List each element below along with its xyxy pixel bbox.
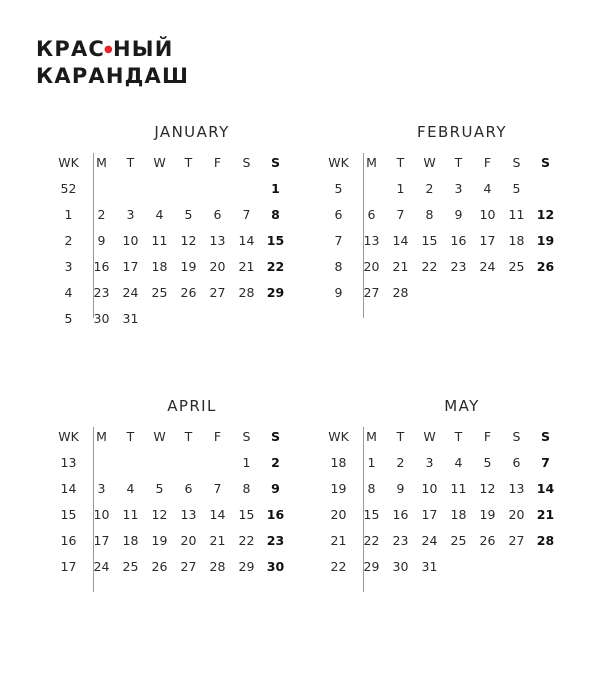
weekday-header: M (96, 429, 107, 444)
day-cell: 27 (180, 559, 197, 574)
day-cell: 16 (93, 259, 110, 274)
day-cell: 13 (209, 233, 226, 248)
weekday-header: S (242, 155, 251, 170)
brand-accent-dot-icon: ● (104, 44, 114, 55)
week-number: 8 (334, 259, 343, 274)
weekday-header: F (213, 429, 222, 444)
day-cell: 24 (93, 559, 110, 574)
day-cell: 18 (151, 259, 168, 274)
day-cell: 30 (266, 559, 285, 574)
month-title: FEBRUARY (417, 123, 507, 141)
day-cell: 19 (479, 507, 496, 522)
day-cell: 8 (242, 481, 251, 496)
day-cell: 10 (479, 207, 496, 222)
day-cell: 5 (184, 207, 193, 222)
day-cell: 8 (425, 207, 434, 222)
day-cell: 26 (180, 285, 197, 300)
day-cell: 2 (396, 455, 405, 470)
day-cell: 25 (122, 559, 139, 574)
day-cell: 25 (151, 285, 168, 300)
day-cell: 2 (97, 207, 106, 222)
week-number: 16 (60, 533, 77, 548)
weekday-header: F (483, 429, 492, 444)
day-cell: 27 (363, 285, 380, 300)
day-cell: 20 (508, 507, 525, 522)
day-cell: 29 (363, 559, 380, 574)
day-cell: 28 (536, 533, 555, 548)
day-cell: 18 (122, 533, 139, 548)
week-number: 15 (60, 507, 77, 522)
day-cell: 26 (536, 259, 555, 274)
day-cell: 6 (367, 207, 376, 222)
day-cell: 22 (238, 533, 255, 548)
day-cell: 16 (266, 507, 285, 522)
day-cell: 14 (392, 233, 409, 248)
day-cell: 21 (392, 259, 409, 274)
day-cell: 1 (396, 181, 405, 196)
day-cell: 9 (271, 481, 280, 496)
day-cell: 17 (122, 259, 139, 274)
week-number: 18 (330, 455, 347, 470)
day-cell: 13 (180, 507, 197, 522)
day-cell: 6 (512, 455, 521, 470)
week-number: 17 (60, 559, 77, 574)
day-cell: 9 (454, 207, 463, 222)
month-title: APRIL (167, 397, 217, 415)
day-cell: 21 (536, 507, 555, 522)
day-cell: 24 (479, 259, 496, 274)
day-cell: 15 (238, 507, 255, 522)
day-cell: 28 (392, 285, 409, 300)
day-cell: 22 (421, 259, 438, 274)
week-number: 9 (334, 285, 343, 300)
day-cell: 19 (536, 233, 555, 248)
day-cell: 18 (508, 233, 525, 248)
day-cell: 6 (213, 207, 222, 222)
day-cell: 18 (450, 507, 467, 522)
day-cell: 20 (209, 259, 226, 274)
day-cell: 5 (483, 455, 492, 470)
weekday-header: F (483, 155, 492, 170)
day-cell: 23 (392, 533, 409, 548)
day-cell: 31 (122, 311, 139, 326)
day-cell: 25 (450, 533, 467, 548)
week-header: WK (328, 429, 349, 444)
brand-line-1 (36, 36, 189, 63)
weekday-header: T (126, 429, 135, 444)
day-cell: 4 (155, 207, 164, 222)
day-cell: 30 (392, 559, 409, 574)
week-number: 20 (330, 507, 347, 522)
day-cell: 24 (122, 285, 139, 300)
day-cell: 2 (271, 455, 280, 470)
day-cell: 17 (479, 233, 496, 248)
weekday-header: T (454, 155, 463, 170)
weekday-header: W (153, 429, 166, 444)
day-cell: 11 (122, 507, 139, 522)
day-cell: 11 (450, 481, 467, 496)
week-number: 6 (334, 207, 343, 222)
weekday-header: M (366, 429, 377, 444)
day-cell: 25 (508, 259, 525, 274)
month-february (328, 123, 568, 343)
weekday-header: M (366, 155, 377, 170)
week-number: 52 (60, 181, 77, 196)
week-number: 3 (64, 259, 73, 274)
day-cell: 8 (271, 207, 280, 222)
month-title: JANUARY (154, 123, 230, 141)
weekday-header: T (454, 429, 463, 444)
day-cell: 12 (479, 481, 496, 496)
day-cell: 13 (363, 233, 380, 248)
month-april (58, 397, 298, 617)
week-header: WK (328, 155, 349, 170)
day-cell: 14 (536, 481, 555, 496)
week-number: 1 (64, 207, 73, 222)
day-cell: 31 (421, 559, 438, 574)
day-cell: 15 (363, 507, 380, 522)
day-cell: 2 (425, 181, 434, 196)
week-number: 22 (330, 559, 347, 574)
day-cell: 12 (180, 233, 197, 248)
day-cell: 27 (209, 285, 226, 300)
month-title: MAY (444, 397, 480, 415)
day-cell: 9 (396, 481, 405, 496)
day-cell: 29 (238, 559, 255, 574)
brand-line-2: КАРАНДАШ (36, 64, 190, 88)
week-number: 19 (330, 481, 347, 496)
weekday-header: T (396, 429, 405, 444)
day-cell: 4 (483, 181, 492, 196)
day-cell: 12 (536, 207, 555, 222)
day-cell: 15 (421, 233, 438, 248)
day-cell: 15 (266, 233, 285, 248)
week-number: 4 (64, 285, 73, 300)
month-january (58, 123, 298, 343)
day-cell: 11 (508, 207, 525, 222)
day-cell: 23 (266, 533, 285, 548)
weekday-header: T (126, 155, 135, 170)
weekday-header: F (213, 155, 222, 170)
weekday-header: S (512, 429, 521, 444)
weekday-header: T (184, 429, 193, 444)
day-cell: 7 (242, 207, 251, 222)
month-may (328, 397, 568, 617)
weekday-header: T (396, 155, 405, 170)
day-cell: 30 (93, 311, 110, 326)
weekday-header: T (184, 155, 193, 170)
day-cell: 16 (392, 507, 409, 522)
brand-line-1-start: КРАС (36, 37, 106, 61)
day-cell: 29 (266, 285, 285, 300)
day-cell: 3 (425, 455, 434, 470)
day-cell: 20 (363, 259, 380, 274)
day-cell: 10 (421, 481, 438, 496)
day-cell: 13 (508, 481, 525, 496)
weekday-header: S (270, 429, 280, 444)
day-cell: 10 (122, 233, 139, 248)
brand-logo (36, 36, 189, 89)
day-cell: 4 (126, 481, 135, 496)
day-cell: 11 (151, 233, 168, 248)
day-cell: 1 (242, 455, 251, 470)
week-number: 13 (60, 455, 77, 470)
day-cell: 24 (421, 533, 438, 548)
day-cell: 8 (367, 481, 376, 496)
day-cell: 26 (151, 559, 168, 574)
day-cell: 19 (180, 259, 197, 274)
weekday-header: S (512, 155, 521, 170)
day-cell: 7 (541, 455, 550, 470)
day-cell: 12 (151, 507, 168, 522)
week-number: 5 (334, 181, 343, 196)
day-cell: 14 (209, 507, 226, 522)
day-cell: 22 (266, 259, 285, 274)
week-number: 2 (64, 233, 73, 248)
day-cell: 17 (421, 507, 438, 522)
day-cell: 3 (454, 181, 463, 196)
weekday-header: W (423, 155, 436, 170)
day-cell: 20 (180, 533, 197, 548)
week-number: 14 (60, 481, 77, 496)
day-cell: 14 (238, 233, 255, 248)
day-cell: 23 (450, 259, 467, 274)
week-number: 21 (330, 533, 347, 548)
day-cell: 5 (512, 181, 521, 196)
weekday-header: S (540, 155, 550, 170)
week-header: WK (58, 155, 79, 170)
day-cell: 3 (126, 207, 135, 222)
brand-line-1-end: НЫЙ (112, 37, 174, 61)
day-cell: 28 (238, 285, 255, 300)
day-cell: 28 (209, 559, 226, 574)
day-cell: 6 (184, 481, 193, 496)
day-cell: 1 (271, 181, 280, 196)
weekday-header: W (153, 155, 166, 170)
day-cell: 22 (363, 533, 380, 548)
week-number: 7 (334, 233, 343, 248)
day-cell: 16 (450, 233, 467, 248)
weekday-header: S (540, 429, 550, 444)
day-cell: 26 (479, 533, 496, 548)
day-cell: 4 (454, 455, 463, 470)
week-header: WK (58, 429, 79, 444)
day-cell: 23 (93, 285, 110, 300)
day-cell: 21 (238, 259, 255, 274)
day-cell: 10 (93, 507, 110, 522)
day-cell: 7 (396, 207, 405, 222)
day-cell: 9 (97, 233, 106, 248)
day-cell: 7 (213, 481, 222, 496)
day-cell: 5 (155, 481, 164, 496)
day-cell: 17 (93, 533, 110, 548)
weekday-header: M (96, 155, 107, 170)
weekday-header: W (423, 429, 436, 444)
weekday-header: S (242, 429, 251, 444)
weekday-header: S (270, 155, 280, 170)
week-number: 5 (64, 311, 73, 326)
day-cell: 1 (367, 455, 376, 470)
day-cell: 27 (508, 533, 525, 548)
day-cell: 3 (97, 481, 106, 496)
day-cell: 21 (209, 533, 226, 548)
day-cell: 19 (151, 533, 168, 548)
